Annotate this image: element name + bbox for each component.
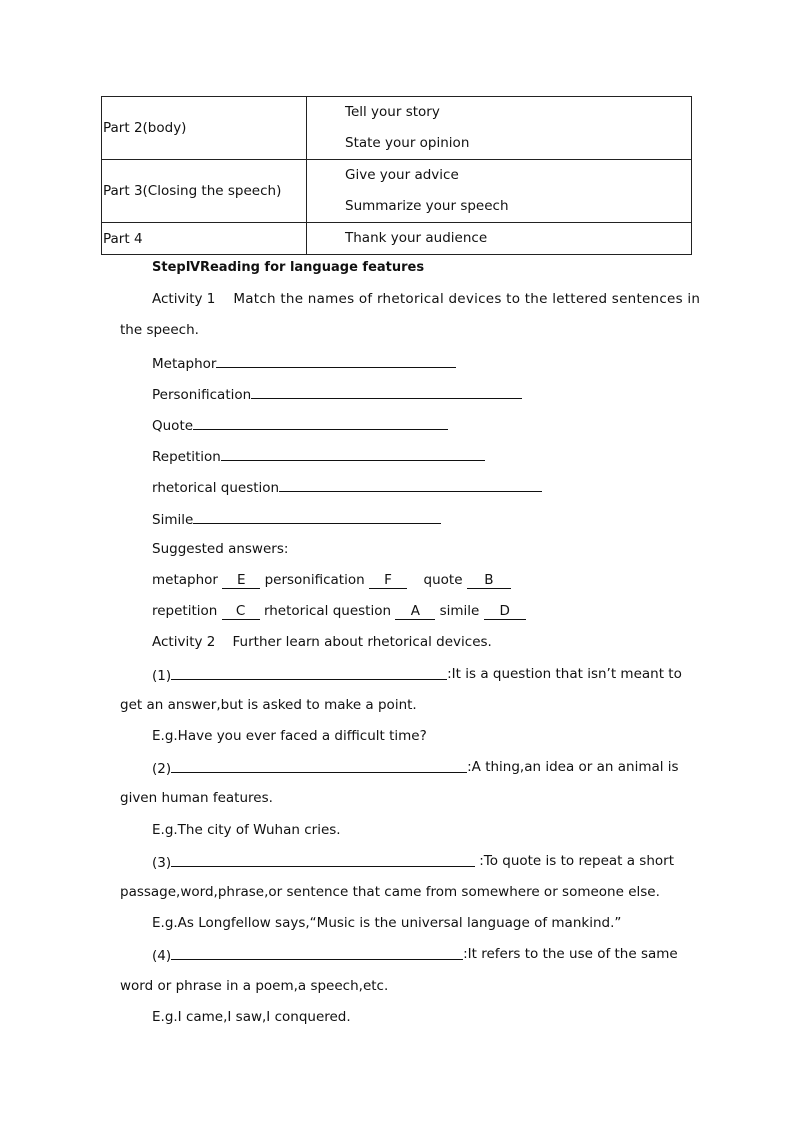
definition-text: :It is a question that isn’t meant to bbox=[447, 666, 682, 682]
cell-item: Summarize your speech bbox=[345, 198, 509, 214]
table-row bbox=[102, 160, 692, 223]
answer-term: repetition bbox=[152, 603, 218, 619]
part-cell: Part 2(body) bbox=[102, 97, 307, 160]
answer-value: C bbox=[222, 603, 260, 620]
step-title: StepⅣReading for language features bbox=[152, 260, 425, 275]
answer-blank[interactable] bbox=[171, 944, 463, 960]
answer-blank[interactable] bbox=[171, 757, 467, 773]
answer-blank[interactable] bbox=[171, 851, 475, 867]
item-number: (2) bbox=[152, 761, 172, 777]
answer-blank[interactable] bbox=[216, 352, 456, 368]
answer-value: A bbox=[395, 603, 435, 620]
example-text: E.g.The city of Wuhan cries. bbox=[152, 822, 341, 838]
content-cell bbox=[307, 160, 692, 223]
answer-term: simile bbox=[439, 603, 480, 619]
definition-cont-text: passage,word,phrase,or sentence that came from somewhere or someone else. bbox=[120, 884, 660, 900]
definition-cont bbox=[120, 882, 674, 902]
activity1-intro bbox=[152, 289, 700, 309]
definition-line bbox=[152, 851, 674, 873]
answer-term: personification bbox=[264, 572, 365, 588]
answer-blank[interactable] bbox=[279, 476, 542, 492]
answer-blank[interactable] bbox=[193, 508, 441, 524]
item-number: (4) bbox=[152, 948, 172, 964]
definition-line bbox=[152, 664, 682, 686]
structure-table bbox=[101, 96, 692, 255]
definition-cont: given human features. bbox=[120, 790, 273, 806]
answer-blank[interactable] bbox=[193, 414, 448, 430]
item-number: (3) bbox=[152, 855, 172, 871]
part-cell: Part 4 bbox=[102, 223, 307, 255]
device-row bbox=[152, 414, 448, 436]
answers-line-1 bbox=[152, 570, 511, 590]
device-label: Quote bbox=[152, 418, 194, 434]
activity2-intro: Activity 2 Further learn about rhetorical devices. bbox=[152, 634, 492, 650]
answer-term: quote bbox=[423, 572, 463, 588]
table-row bbox=[102, 97, 692, 160]
example-text: E.g.Have you ever faced a difficult time? bbox=[152, 728, 427, 744]
definition-text: :To quote is to repeat a short bbox=[479, 853, 674, 869]
answer-blank[interactable] bbox=[171, 664, 447, 680]
part-cell: Part 3(Closing the speech) bbox=[102, 160, 307, 223]
answer-term: metaphor bbox=[152, 572, 218, 588]
suggested-answers-label: Suggested answers: bbox=[152, 541, 289, 557]
device-row bbox=[152, 352, 456, 374]
device-label: Repetition bbox=[152, 449, 221, 465]
answer-value: E bbox=[222, 572, 260, 589]
device-label: rhetorical question bbox=[152, 480, 280, 496]
item-number: (1) bbox=[152, 668, 172, 684]
answer-term: rhetorical question bbox=[263, 603, 392, 619]
device-label: Personification bbox=[152, 387, 252, 403]
activity1-instruction: Match the names of rhetorical devices to the lettered sentences in bbox=[233, 291, 701, 307]
answer-value: D bbox=[484, 603, 526, 620]
definition-cont: get an answer,but is asked to make a point. bbox=[120, 697, 417, 713]
cell-item: State your opinion bbox=[345, 135, 470, 151]
cell-item: Thank your audience bbox=[345, 230, 488, 246]
definition-text: :A thing,an idea or an animal is bbox=[467, 759, 679, 775]
definition-line bbox=[152, 944, 678, 966]
example-text: E.g.I came,I saw,I conquered. bbox=[152, 1009, 351, 1025]
device-label: Metaphor bbox=[152, 356, 217, 372]
device-row bbox=[152, 476, 542, 498]
definition-cont: word or phrase in a poem,a speech,etc. bbox=[120, 978, 389, 994]
answers-line-2 bbox=[152, 601, 526, 621]
cell-item: Tell your story bbox=[345, 104, 440, 120]
table-row bbox=[102, 223, 692, 255]
device-row bbox=[152, 445, 485, 467]
device-row bbox=[152, 383, 522, 405]
example-text: E.g.As Longfellow says,“Music is the universal language of mankind.” bbox=[152, 915, 622, 931]
device-row bbox=[152, 508, 441, 530]
answer-value: B bbox=[467, 572, 511, 589]
answer-blank[interactable] bbox=[221, 445, 485, 461]
activity1-intro-cont: the speech. bbox=[120, 322, 199, 338]
definition-text: :It refers to the use of the same bbox=[463, 946, 678, 962]
activity1-label: Activity 1 bbox=[152, 291, 216, 307]
answer-value: F bbox=[369, 572, 407, 589]
definition-line bbox=[152, 757, 679, 779]
answer-blank[interactable] bbox=[251, 383, 522, 399]
content-cell bbox=[307, 223, 692, 255]
content-cell bbox=[307, 97, 692, 160]
cell-item: Give your advice bbox=[345, 167, 459, 183]
device-label: Simile bbox=[152, 512, 194, 528]
